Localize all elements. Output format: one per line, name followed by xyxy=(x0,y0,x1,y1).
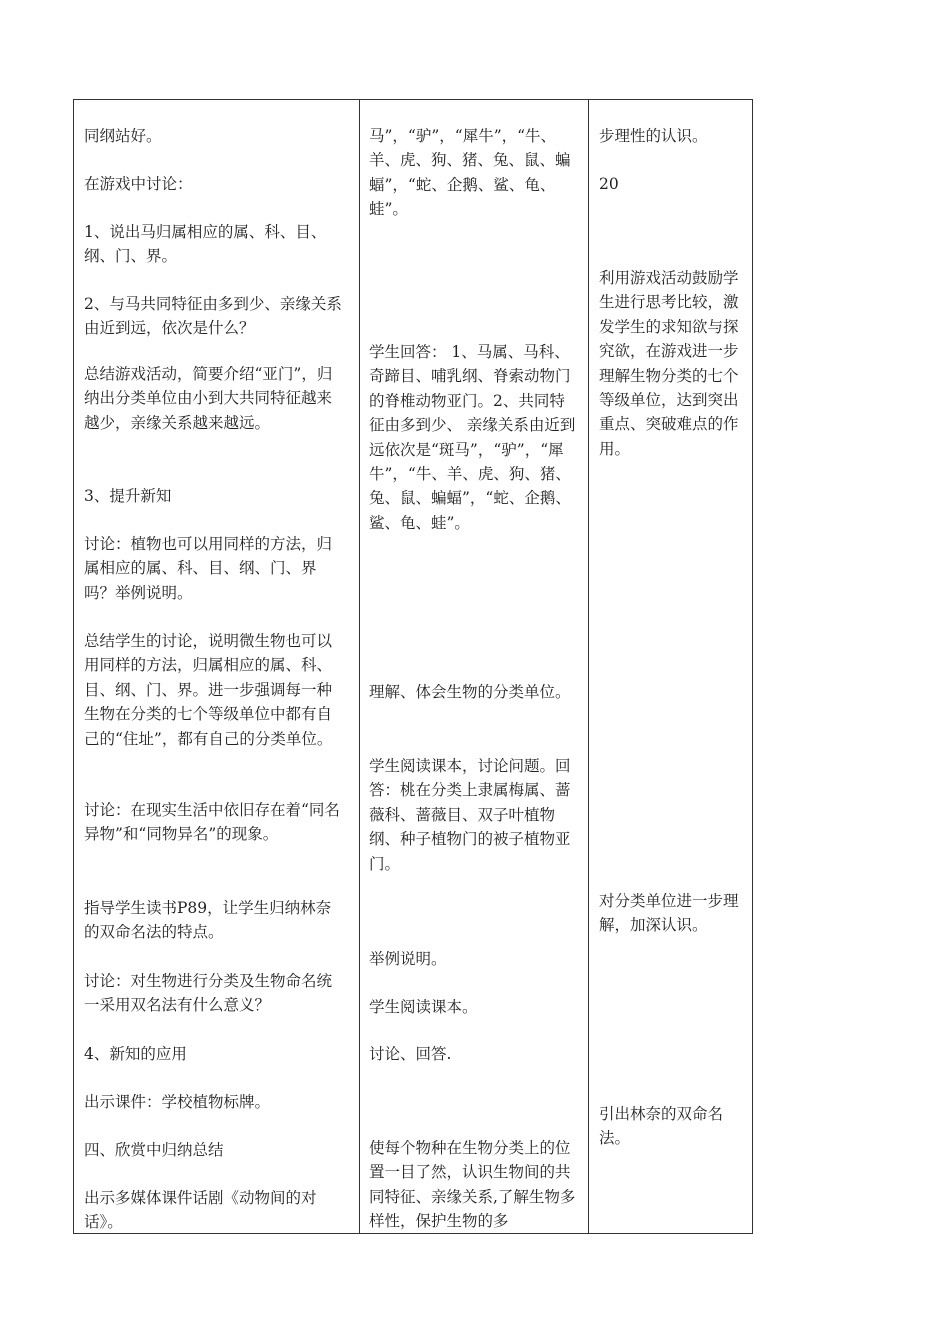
paragraph: 学生回答： 1、马属、马科、奇蹄目、哺乳纲、脊索动物门的脊椎动物亚门。2、共同特征由多到少、 亲缘关系由近到远依次是“斑马”，“驴”，“犀牛”，“牛、羊、虎、狗、猪、兔、鼠、蝙蝠”，“蛇、企鹅、鲨、龟、蛙”。 xyxy=(369,343,576,532)
paragraph: 举例说明。 xyxy=(369,950,447,968)
lesson-plan-table xyxy=(73,99,753,1234)
paragraph: 利用游戏活动鼓励学生进行思考比较，激发学生的求知欲与探究欲，在游戏进一步理解生物分类的七个等级单位，达到突出重点、突破难点的作用。 xyxy=(599,269,739,458)
paragraph: 出示多媒体课件话剧《动物间的对话》。 xyxy=(84,1189,317,1232)
paragraph: 讨论、回答. xyxy=(369,1045,452,1063)
paragraph: 2、与马共同特征由多到少、亲缘关系由近到远，依次是什么？ xyxy=(84,295,342,338)
paragraph: 20 xyxy=(599,175,619,193)
paragraph: 3、提升新知 xyxy=(84,487,172,505)
paragraph: 使每个物种在生物分类上的位置一目了然，认识生物间的共同特征、亲缘关系,了解生物多样性，保护生物的多 xyxy=(369,1139,576,1231)
teacher-activity-column xyxy=(74,100,359,1233)
paragraph: 出示课件：学校植物标牌。 xyxy=(84,1093,271,1111)
paragraph: 讨论：植物也可以用同样的方法，归属相应的属、科、目、纲、门、界吗？举例说明。 xyxy=(84,535,333,602)
paragraph: 讨论：在现实生活中依旧存在着“同名异物”和“同物异名”的现象。 xyxy=(84,801,340,844)
paragraph: 四、欣赏中归纳总结 xyxy=(84,1141,224,1159)
paragraph: 学生阅读课本。 xyxy=(369,998,478,1016)
paragraph: 1、说出马归属相应的属、科、目、纲、门、界。 xyxy=(84,223,327,266)
paragraph: 理解、体会生物的分类单位。 xyxy=(369,683,571,701)
design-intent-column xyxy=(589,100,753,1233)
paragraph: 马”，“驴”，“犀牛”，“牛、羊、虎、狗、猪、兔、鼠、蝙蝠”，“蛇、企鹅、鲨、龟、蛙”。 xyxy=(369,127,571,219)
paragraph: 步理性的认识。 xyxy=(599,127,708,145)
paragraph: 指导学生读书P89，让学生归纳林奈的双命名法的特点。 xyxy=(84,899,332,942)
paragraph: 总结游戏活动，简要介绍“亚门”，归纳出分类单位由小到大共同特征越来越少，亲缘关系越来越远。 xyxy=(84,365,333,432)
paragraph: 学生阅读课本，讨论问题。回答：桃在分类上隶属梅属、蔷薇科、蔷薇目、双子叶植物纲、种子植物门的被子植物亚门。 xyxy=(369,757,571,873)
paragraph: 总结学生的讨论，说明微生物也可以用同样的方法，归属相应的属、科、目、纲、门、界。进一步强调每一种生物在分类的七个等级单位中都有自己的“住址”，都有自己的分类单位。 xyxy=(84,632,333,748)
paragraph: 对分类单位进一步理解，加深认识。 xyxy=(599,892,739,935)
paragraph: 在游戏中讨论： xyxy=(84,175,193,193)
paragraph: 引出林奈的双命名法。 xyxy=(599,1105,724,1148)
paragraph: 讨论：对生物进行分类及生物命名统一采用双名法有什么意义？ xyxy=(84,972,333,1015)
paragraph: 4、新知的应用 xyxy=(84,1045,187,1063)
paragraph: 同纲站好。 xyxy=(84,127,162,145)
student-activity-column xyxy=(360,100,588,1233)
